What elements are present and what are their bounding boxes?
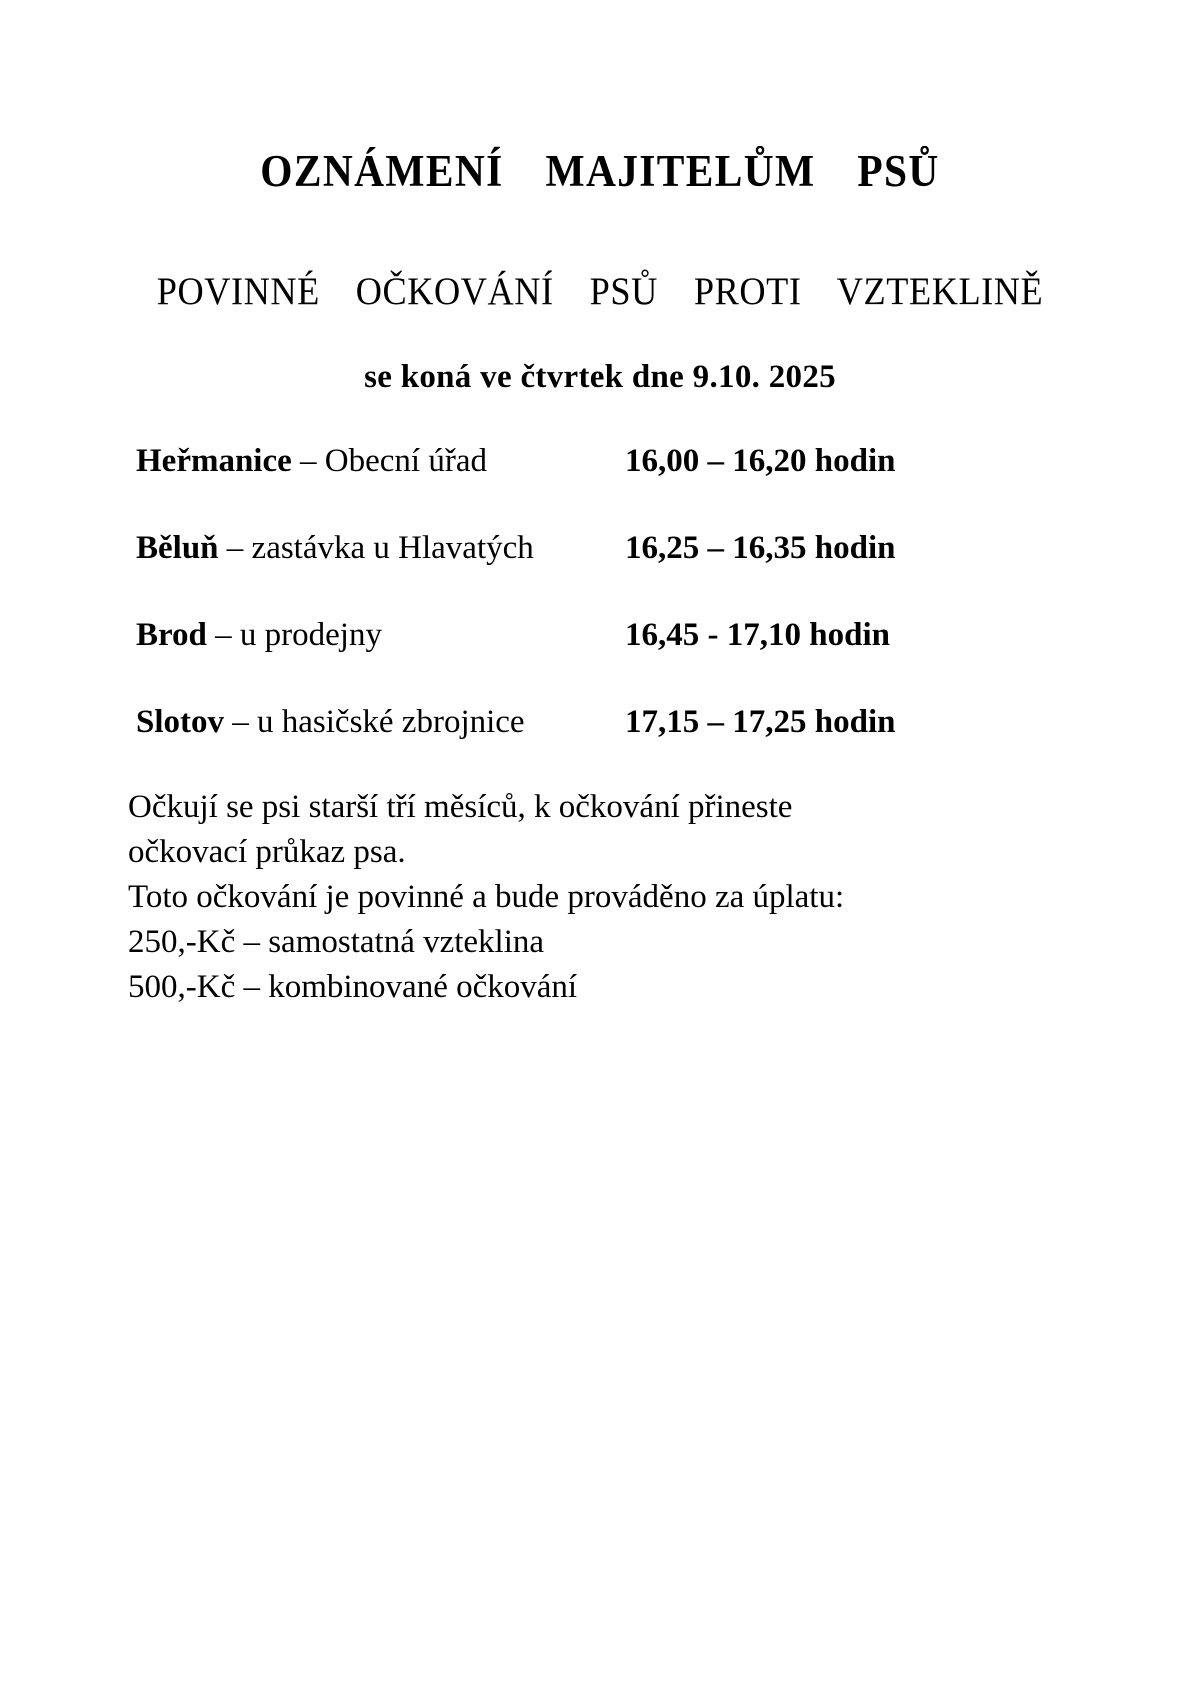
note-line: očkovací průkaz psa. — [128, 834, 406, 870]
schedule-location — [136, 440, 487, 482]
notes-block — [128, 785, 1028, 1010]
location-name: Heřmanice — [136, 443, 292, 479]
note-line: Očkují se psi starší tří měsíců, k očkování přineste — [128, 789, 793, 825]
note-line: Toto očkování je povinné a bude prováděno za úplatu: — [128, 879, 845, 915]
schedule-location — [136, 614, 382, 656]
page-title: OZNÁMENÍ MAJITELŮM PSŮ — [260, 146, 940, 196]
page-subtitle: POVINNÉ OČKOVÁNÍ PSŮ PROTI VZTEKLINĚ — [156, 270, 1044, 313]
location-separator: – — [206, 617, 240, 653]
schedule-row — [136, 614, 1016, 701]
schedule-list — [136, 440, 1016, 788]
location-separator: – — [224, 704, 258, 740]
note-line: 500,-Kč – kombinované očkování — [128, 969, 578, 1005]
location-description: Obecní úřad — [324, 443, 487, 479]
event-date-line: se koná ve čtvrtek dne 9.10. 2025 — [364, 359, 836, 395]
schedule-row — [136, 527, 1016, 614]
schedule-time: 17,15 – 17,25 hodin — [625, 704, 896, 740]
note-line: 250,-Kč – samostatná vzteklina — [128, 924, 545, 960]
location-separator: – — [291, 443, 325, 479]
schedule-time: 16,00 – 16,20 hodin — [625, 443, 896, 479]
location-name: Běluň — [136, 530, 219, 566]
schedule-row — [136, 701, 1016, 788]
location-name: Slotov — [136, 704, 225, 740]
location-description: u prodejny — [239, 617, 382, 653]
location-description: u hasičské zbrojnice — [257, 704, 525, 740]
schedule-time: 16,45 - 17,10 hodin — [625, 617, 890, 653]
schedule-row — [136, 440, 1016, 527]
location-name: Brod — [136, 617, 207, 653]
schedule-location — [136, 701, 525, 743]
location-separator: – — [218, 530, 252, 566]
schedule-location — [136, 527, 534, 569]
schedule-time: 16,25 – 16,35 hodin — [625, 530, 896, 566]
location-description: zastávka u Hlavatých — [251, 530, 534, 566]
